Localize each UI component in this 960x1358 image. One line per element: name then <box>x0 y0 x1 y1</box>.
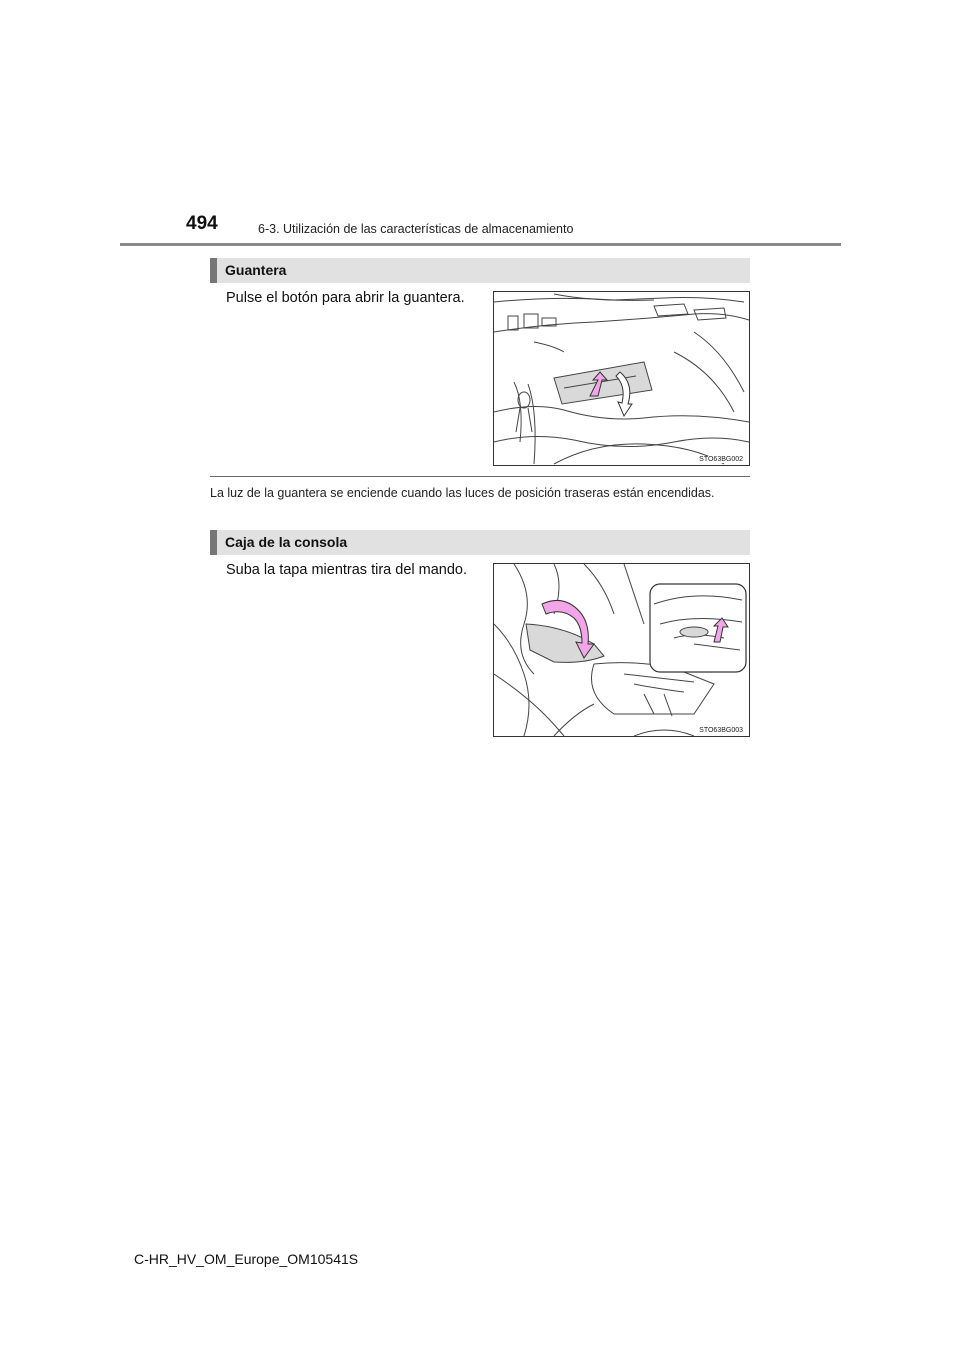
note-text: La luz de la guantera se enciende cuando las luces de posición traseras están encendidas. <box>210 486 715 500</box>
note-divider <box>210 476 750 477</box>
instruction-console-box: Suba la tapa mientras tira del mando. <box>226 562 467 578</box>
section-heading-console-box <box>210 530 750 555</box>
figure-code: STO63BG003 <box>699 727 743 734</box>
console-box-illustration <box>494 564 749 736</box>
instruction-glovebox: Pulse el botón para abrir la guantera. <box>226 290 465 306</box>
page-number: 494 <box>186 213 218 234</box>
figure-console-box <box>493 563 750 737</box>
section-title: Guantera <box>225 262 287 278</box>
lever-shape <box>680 627 708 637</box>
glovebox-illustration <box>494 292 749 465</box>
document-id: C-HR_HV_OM_Europe_OM10541S <box>134 1251 359 1267</box>
header-divider <box>120 243 841 246</box>
section-title: Caja de la consola <box>225 534 348 550</box>
running-title: 6-3. Utilización de las características de almacenamiento <box>258 222 574 236</box>
figure-code: STO63BG002 <box>699 456 743 463</box>
figure-glovebox <box>493 291 750 466</box>
section-heading-guantera <box>210 258 750 283</box>
